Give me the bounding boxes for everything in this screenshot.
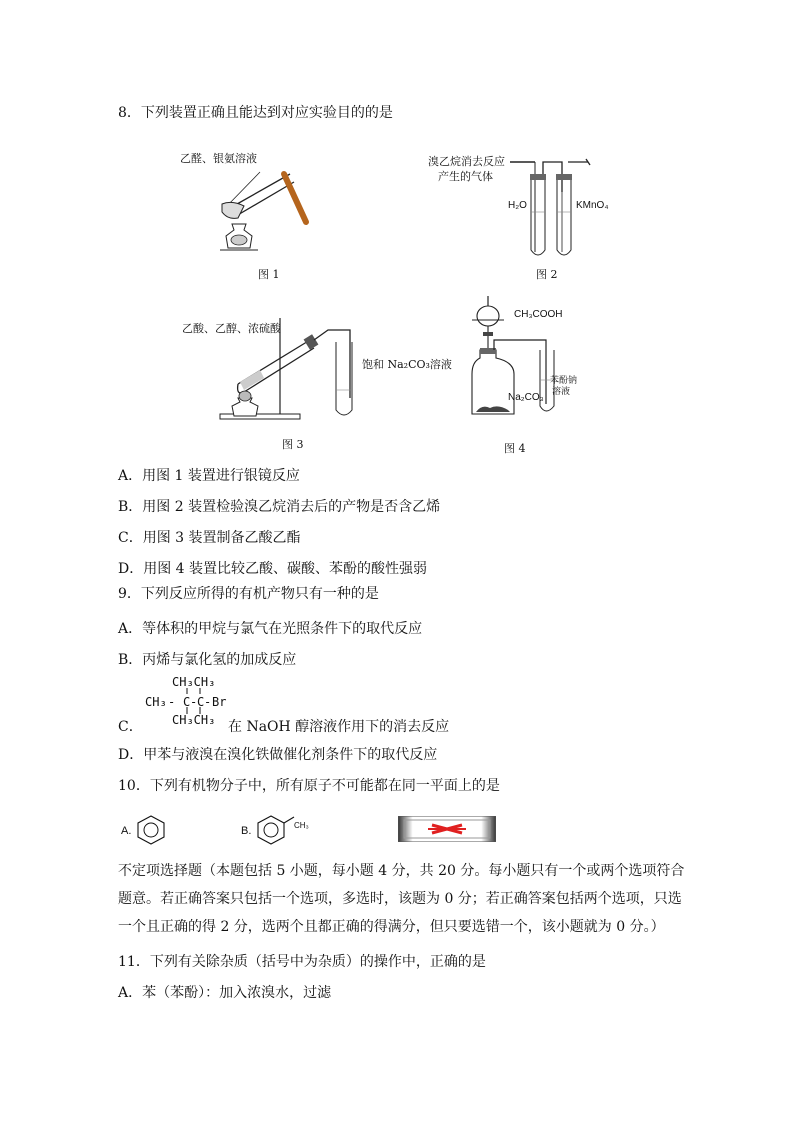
question-8-stem: 8．下列装置正确且能达到对应实验目的的是 xyxy=(118,105,393,121)
structure-left-methyl: CH₃ xyxy=(145,695,167,709)
fig1-caption: 图 1 xyxy=(258,268,280,281)
section-instructions-line3: 一个且正确的得 2 分，选两个且都正确的得满分，但只要选错一个，该小题就为 0 分。） xyxy=(118,919,665,935)
fig1-silver-mirror-apparatus xyxy=(210,160,320,260)
broken-image-icon xyxy=(398,816,496,842)
q8-option-a: A．用图 1 装置进行银镜反应 xyxy=(118,468,300,484)
fig2-label-line1: 溴乙烷消去反应 xyxy=(428,155,505,168)
fig4-caption: 图 4 xyxy=(504,442,526,455)
fig3-tube-label: 饱和 Na₂CO₃溶液 xyxy=(362,358,452,371)
q9-option-c-text: 在 NaOH 醇溶液作用下的消去反应 xyxy=(228,719,450,735)
fig3-label: 乙酸、乙醇、浓硫酸 xyxy=(182,322,281,335)
structure-carbon-1: C xyxy=(183,695,191,709)
fig2-tube-left-label: H₂O xyxy=(508,200,527,211)
fig2-tube-right-label: KMnO₄ xyxy=(576,200,609,211)
fig4-tube-label-1: 苯酚钠 xyxy=(550,375,578,385)
structure-top-groups: CH₃CH₃ xyxy=(172,675,216,689)
q9-option-b: B．丙烯与氯化氢的加成反应 xyxy=(118,652,297,668)
q9-option-d: D．甲苯与液溴在溴化铁做催化剂条件下的取代反应 xyxy=(118,747,438,763)
fig3-receiving-tube xyxy=(330,332,360,422)
q8-option-b: B．用图 2 装置检验溴乙烷消去后的产物是否含乙烯 xyxy=(118,499,441,515)
q10-option-b-methyl: CH₃ xyxy=(294,821,309,830)
q11-option-a: A．苯（苯酚）：加入浓溴水，过滤 xyxy=(118,985,332,1001)
fig4-tube-label-2: 溶液 xyxy=(552,386,571,396)
question-10-stem: 10．下列有机物分子中，所有原子不可能都在同一平面上的是 xyxy=(118,778,500,794)
structure-carbon-2: C xyxy=(197,695,205,709)
fig1-label: 乙醛、银氨溶液 xyxy=(180,152,257,165)
question-11-stem: 11．下列有关除杂质（括号中为杂质）的操作中，正确的是 xyxy=(118,954,486,970)
q8-option-c: C．用图 3 装置制备乙酸乙酯 xyxy=(118,530,301,546)
section-instructions-line1: 不定项选择题（本题包括 5 小题，每小题 4 分，共 20 分。每小题只有一个或两个选项符合 xyxy=(118,863,685,879)
fig2-caption: 图 2 xyxy=(536,268,558,281)
fig4-bottle-label: Na₂CO₃ xyxy=(508,392,544,403)
q10-option-a-label: A. xyxy=(121,825,132,837)
fig4-top-label: CH₃COOH xyxy=(514,309,563,320)
structure-bottom-groups: CH₃CH₃ xyxy=(172,713,216,727)
benzene-ring-icon xyxy=(134,814,168,846)
q10-option-b-label: B. xyxy=(241,825,252,837)
q8-option-d: D．用图 4 装置比较乙酸、碳酸、苯酚的酸性强弱 xyxy=(118,561,428,577)
question-9-stem: 9．下列反应所得的有机产物只有一种的是 xyxy=(118,586,379,602)
q9-option-c-prefix: C． xyxy=(118,719,143,735)
fig2-label-line2: 产生的气体 xyxy=(438,170,493,183)
fig3-caption: 图 3 xyxy=(282,438,304,451)
structure-bromine: Br xyxy=(212,695,227,709)
q9-option-a: A．等体积的甲烷与氯气在光照条件下的取代反应 xyxy=(118,621,423,637)
section-instructions-line2: 题意。若正确答案只包括一个选项，多选时，该题为 0 分；若正确答案包括两个选项，只选 xyxy=(118,891,682,907)
